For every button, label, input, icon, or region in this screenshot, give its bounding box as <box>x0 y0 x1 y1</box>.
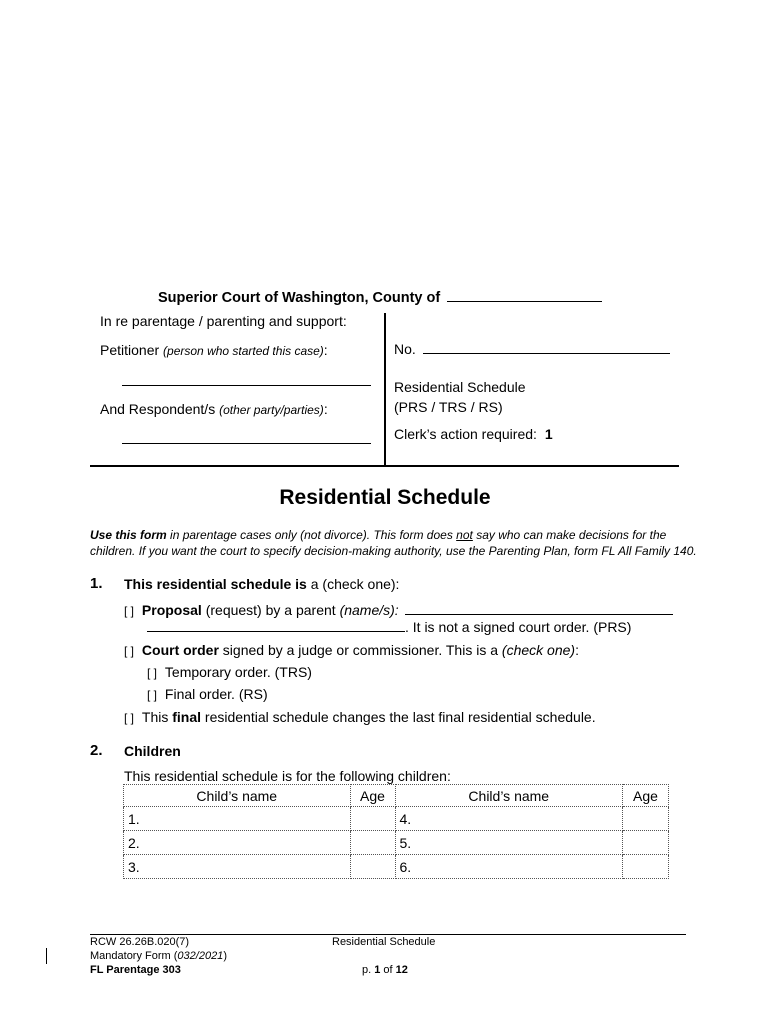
clerk-action <box>394 426 553 442</box>
header-age-left: Age <box>350 785 395 807</box>
header-child-name-left: Child’s name <box>124 785 351 807</box>
final-change-option <box>124 709 596 725</box>
footer-mandatory-prefix: Mandatory Form ( <box>90 950 178 962</box>
footer-rule <box>90 934 686 935</box>
court-order-check: (check one) <box>501 642 576 658</box>
caption-doc-title: Residential Schedule <box>394 379 526 395</box>
caption-doc-codes: (PRS / TRS / RS) <box>394 399 503 415</box>
proposal-checkbox[interactable]: [ ] <box>124 604 135 618</box>
proposal-option <box>124 601 673 618</box>
intro-not: not <box>456 528 473 542</box>
footer-mandatory-date: 032/2021 <box>177 950 224 962</box>
proposal-tail: . It is not a signed court order. (PRS) <box>405 619 632 635</box>
proposal-names-blank[interactable] <box>405 601 673 615</box>
child-name-cell[interactable]: 3. <box>124 855 351 879</box>
footer-page-prefix: p. <box>362 964 375 976</box>
child-name-cell[interactable]: 1. <box>124 807 351 831</box>
footer-page-of: of <box>380 964 396 976</box>
footer-mandatory <box>90 950 227 962</box>
intro-text-2: say who can make decisions for the <box>472 528 667 542</box>
table-row <box>124 855 669 879</box>
respondent-note: (other party/parties) <box>219 403 324 417</box>
footer-page-current: 1 <box>374 964 381 976</box>
footer-page-total: 12 <box>395 964 408 976</box>
clerk-action-value: 1 <box>544 426 553 442</box>
child-name-cell[interactable]: 4. <box>395 807 623 831</box>
child-age-cell[interactable] <box>350 831 395 855</box>
child-name-cell[interactable]: 5. <box>395 831 623 855</box>
footer-page-number <box>362 964 408 976</box>
table-row <box>124 807 669 831</box>
final-change-text-1: This <box>141 709 173 725</box>
proposal-bold: Proposal <box>141 602 202 618</box>
section-2-number: 2. <box>90 742 103 759</box>
footer-center-title: Residential Schedule <box>332 936 436 948</box>
section-1-number: 1. <box>90 575 103 592</box>
temporary-text: Temporary order. (TRS) <box>164 664 312 680</box>
footer-rcw: RCW 26.26B.020(7) <box>90 936 190 948</box>
page-title: Residential Schedule <box>279 486 491 509</box>
final-change-checkbox[interactable]: [ ] <box>124 711 135 725</box>
section-2-lead: This residential schedule is for the following children: <box>124 768 451 784</box>
footer-form-id: FL Parentage 303 <box>90 964 181 976</box>
proposal-text: (request) by a parent <box>201 602 340 618</box>
intro-line-2: children. If you want the court to specify decision-making authority, use the Parenting Plan, form FL All Family 140. <box>90 544 697 558</box>
court-order-bold: Court order <box>141 642 219 658</box>
caption-bottom-rule <box>90 465 679 467</box>
case-number-label: No. <box>394 341 416 357</box>
child-age-cell[interactable] <box>350 855 395 879</box>
county-blank[interactable] <box>447 288 602 302</box>
court-order-text: signed by a judge or commissioner. This is a <box>218 642 502 658</box>
proposal-names-blank-2[interactable] <box>147 618 405 632</box>
case-number-blank[interactable] <box>423 340 670 354</box>
petitioner-colon: : <box>323 342 328 358</box>
respondent-blank[interactable] <box>122 443 371 444</box>
intro-text-1: in parentage cases only (not divorce). This form does <box>166 528 457 542</box>
footer-mandatory-suffix: ) <box>223 950 227 962</box>
final-order-checkbox[interactable]: [ ] <box>147 688 158 702</box>
court-order-colon: : <box>575 642 579 658</box>
header-child-name-right: Child’s name <box>395 785 623 807</box>
header-age-right: Age <box>623 785 669 807</box>
child-age-cell[interactable] <box>623 807 669 831</box>
respondent-label <box>100 401 328 417</box>
child-age-cell[interactable] <box>623 855 669 879</box>
section-2-title: Children <box>124 743 181 759</box>
section-1-title-tail: a (check one): <box>306 576 400 592</box>
court-title-text: Superior Court of Washington, County of <box>158 290 441 306</box>
proposal-names-label: (name/s): <box>339 602 399 618</box>
intro-use-form: Use this form <box>90 528 167 542</box>
clerk-action-label: Clerk’s action required: <box>394 426 537 442</box>
final-order-option <box>147 686 268 702</box>
petitioner-blank[interactable] <box>122 385 371 386</box>
section-1-title <box>124 576 399 592</box>
final-order-text: Final order. (RS) <box>164 686 268 702</box>
final-change-bold: final <box>172 709 202 725</box>
child-name-cell[interactable]: 6. <box>395 855 623 879</box>
final-change-text-2: residential schedule changes the last final residential schedule. <box>201 709 596 725</box>
petitioner-label-text: Petitioner <box>100 342 160 358</box>
petitioner-label <box>100 342 328 358</box>
proposal-second-line <box>147 618 631 635</box>
respondent-label-text: And Respondent/s <box>100 401 216 417</box>
table-row <box>124 831 669 855</box>
court-order-option <box>124 642 579 658</box>
court-title <box>158 288 602 306</box>
court-order-checkbox[interactable]: [ ] <box>124 644 135 658</box>
child-age-cell[interactable] <box>350 807 395 831</box>
section-1-title-bold: This residential schedule is <box>124 576 307 592</box>
intro-line-1 <box>90 528 666 542</box>
petitioner-note: (person who started this case) <box>163 344 324 358</box>
case-number <box>394 340 670 357</box>
temporary-option <box>147 664 312 680</box>
child-name-cell[interactable]: 2. <box>124 831 351 855</box>
revision-bar <box>46 948 47 964</box>
in-re-line: In re parentage / parenting and support: <box>100 313 347 329</box>
children-table-header <box>124 785 669 807</box>
caption-vertical-divider <box>384 313 386 467</box>
temporary-checkbox[interactable]: [ ] <box>147 666 158 680</box>
respondent-colon: : <box>323 401 328 417</box>
children-table <box>123 784 669 879</box>
child-age-cell[interactable] <box>623 831 669 855</box>
